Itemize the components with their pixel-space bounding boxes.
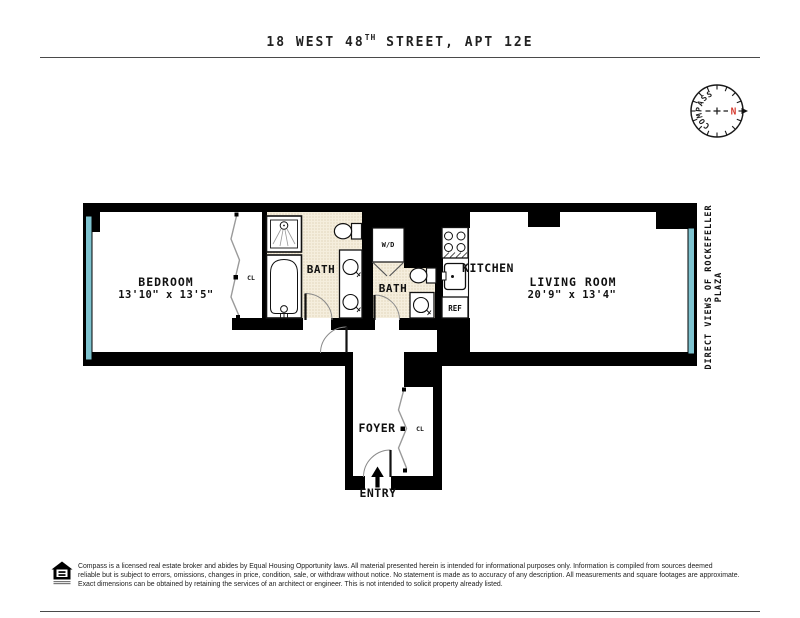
livingroom-label: LIVING ROOM: [529, 275, 617, 289]
compass-letter: S: [705, 89, 714, 100]
equal-housing-logo: [49, 560, 75, 587]
bedroom-closet-label: CL: [247, 273, 255, 282]
bedroom-window: [86, 216, 93, 360]
disclaimer-text: [78, 562, 766, 589]
hall-door: [321, 327, 347, 353]
bedroom-closet-door: [231, 213, 240, 320]
compass-letter: P: [694, 106, 704, 113]
footer-divider: [40, 611, 760, 612]
compass-letter: O: [697, 116, 708, 126]
kitchen-label: KITCHEN: [462, 261, 514, 275]
bedroom-label: BEDROOM: [138, 275, 194, 289]
entry-label: ENTRY: [359, 486, 397, 500]
shower-fixture: [267, 216, 302, 252]
compass-north-label: N: [730, 106, 737, 118]
entry-arrow-icon: [371, 467, 384, 488]
refrigerator-label: REF: [448, 303, 462, 313]
vanity-fixture: [410, 293, 434, 319]
disclaimer-line-1: Compass is a licensed real estate broker and abides by Equal Housing Opportunity laws. All material presented herein is intended for informational purposes only. Information is compiled from sources deemed: [78, 563, 713, 570]
compass-letter: S: [699, 93, 710, 104]
livingroom-window: [688, 228, 695, 354]
foyer-label: FOYER: [358, 421, 396, 435]
bath1-label: BATH: [306, 263, 336, 276]
toilet-fixture: [334, 224, 361, 240]
stove-fixture: [442, 228, 468, 259]
window-view-note: DIRECT VIEWS OF ROCKEFELLER PLAZA: [704, 204, 724, 370]
bedroom-dimensions: 13'10" x 13'5": [118, 289, 214, 301]
toilet-fixture: [410, 268, 436, 283]
washer-dryer-label: W/D: [381, 240, 395, 249]
compass-letter: C: [702, 120, 712, 131]
compass-letter: A: [695, 99, 706, 108]
page-title: 18 WEST 48TH STREET, APT 12E: [266, 33, 534, 50]
disclaimer-line-3: Exact dimensions can be obtained by retaining the services of an architect or engineer. This is not intended to solicit property already listed.: [78, 581, 503, 588]
bath2-label: BATH: [378, 282, 408, 295]
livingroom-dimensions: 20'9" x 13'4": [527, 289, 617, 301]
disclaimer-line-2: reliable but is subject to errors, omissions, changes in price, condition, sale, or withdraw without notice. No statement is made as to accuracy of any description. All measurements and square footages are approximate.: [78, 572, 740, 579]
foyer-closet-label: CL: [416, 425, 424, 433]
compass-letter: M: [694, 112, 705, 120]
vanity-fixture: [340, 250, 363, 318]
